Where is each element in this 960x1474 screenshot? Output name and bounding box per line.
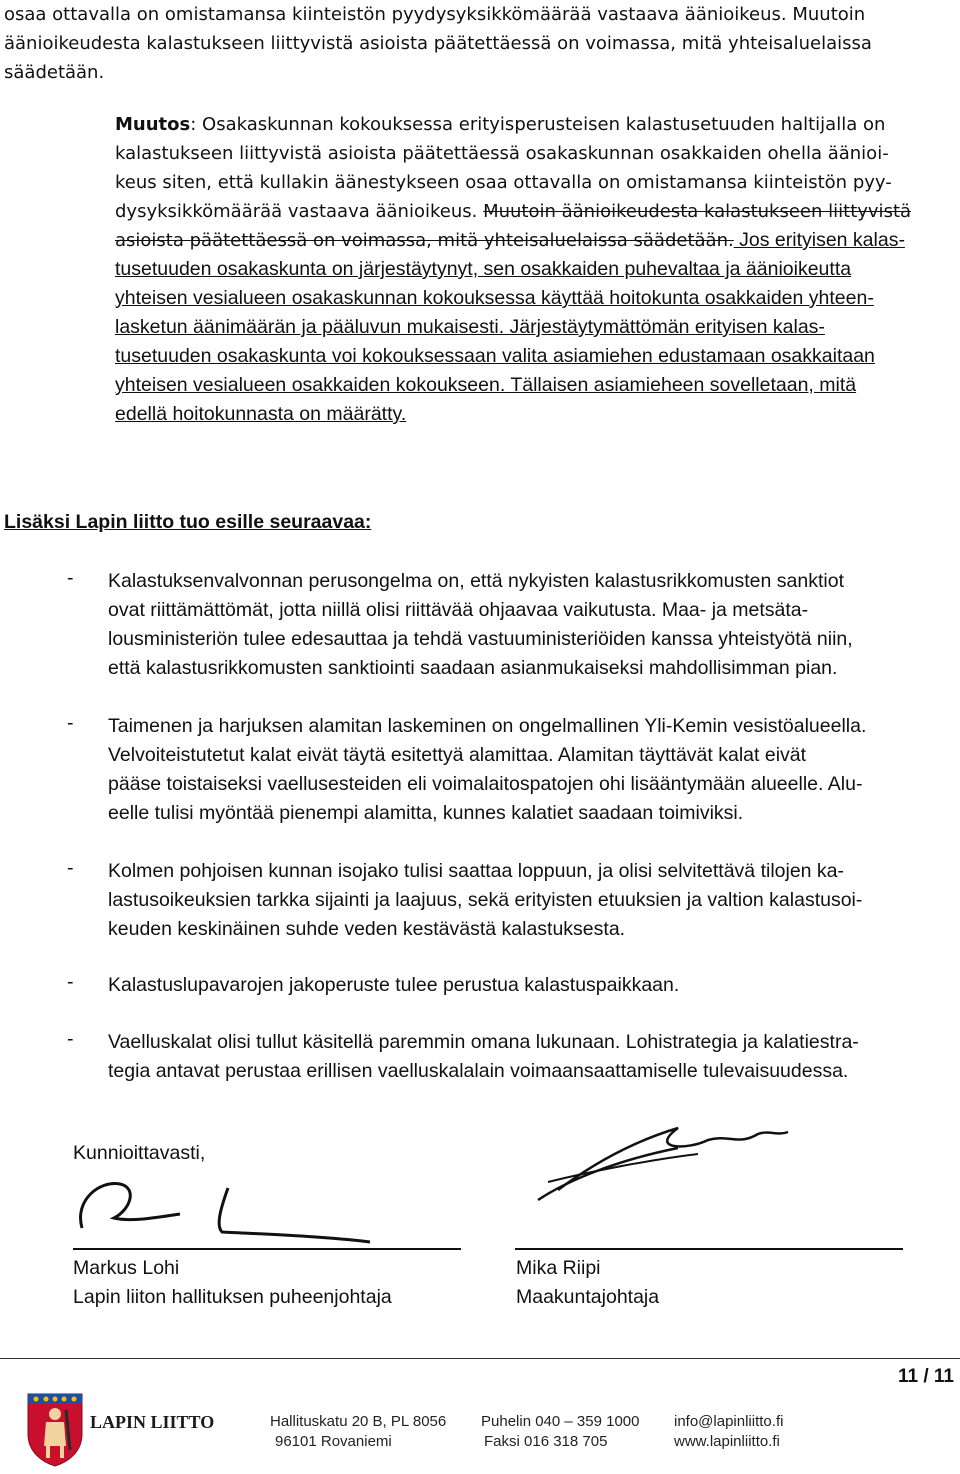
muutos-line	[115, 110, 885, 139]
inserted-line: lasketun äänimäärän ja pääluvun mukaisesti. Järjestäytymättömän erityisen kalas-	[115, 316, 825, 338]
text-span: dysyksikkömäärää vastaava äänioikeus.	[115, 201, 484, 222]
footer-postcode: 96101 Rovaniemi	[275, 1433, 392, 1450]
bullet-line: Kalastuksenvalvonnan perusongelma on, että nykyisten kalastusrikkomusten sanktiot	[108, 570, 844, 592]
bullet-dash: -	[67, 712, 74, 734]
bullet-line: Vaelluskalat olisi tullut käsitellä paremmin omana lukunaan. Lohistrategia ja kalatiestra-	[108, 1031, 859, 1053]
bullet-line: lousministeriön tulee edesauttaa ja tehdä vastuuministeriöiden kanssa yhteistyötä niin,	[108, 628, 853, 650]
inserted-text: Jos erityisen kalas-	[733, 229, 905, 251]
closing: Kunnioittavasti,	[73, 1142, 206, 1164]
inserted-line: yhteisen vesialueen osakaskunnan kokouksessa käyttää hoitokunta osakkaiden yhteen-	[115, 287, 874, 309]
lapland-coat-of-arms-icon	[24, 1388, 86, 1468]
section-heading: Lisäksi Lapin liitto tuo esille seuraavaa:	[4, 511, 372, 533]
bullet-line: Taimenen ja harjuksen alamitan laskeminen on ongelmallinen Yli-Kemin vesistöalueella.	[108, 715, 867, 737]
signer-title: Lapin liiton hallituksen puheenjohtaja	[73, 1286, 392, 1308]
text-span: : Osakaskunnan kokouksessa erityisperusteisen kalastusetuuden haltijalla on	[190, 114, 886, 135]
bullet-line: ovat riittämättömät, jotta niillä olisi riittävää ohjaavaa vaikutusta. Maa- ja metsäta-	[108, 599, 809, 621]
footer-address: Hallituskatu 20 B, PL 8056	[270, 1413, 447, 1430]
bullet-line: lastusoikeuksien tarkka sijainti ja laajuus, sekä erityisten etuuksien ja valtion kalastusoi-	[108, 889, 863, 911]
bullet-line: Kalastuslupavarojen jakoperuste tulee perustua kalastuspaikkaan.	[108, 974, 680, 996]
signature-mika-riipi	[528, 1120, 808, 1210]
bullet-dash: -	[67, 1028, 74, 1050]
text-line: äänioikeudesta kalastukseen liittyvistä asioista päätettäessä on voimassa, mitä yhteisaluelaissa	[4, 33, 872, 54]
inserted-line: yhteisen vesialueen osakkaiden kokoukseen. Tällaisen asiamieheen sovelletaan, mitä	[115, 374, 857, 396]
text-line: osaa ottavalla on omistamansa kiinteistön pyydysyksikkömäärää vastaava äänioikeus. Muutoin	[4, 4, 866, 25]
muutos-line: kalastukseen liittyvistä asioista päätettäessä osakaskunnan osakkaiden ohella äänioi-	[115, 143, 889, 164]
bullet-line: Velvoiteistutetut kalat eivät täytä esitettyä alamittaa. Alamitan täyttävät kalat eivät	[108, 744, 807, 766]
signer-name: Mika Riipi	[516, 1257, 601, 1279]
bullet-line: Kolmen pohjoisen kunnan isojako tulisi saattaa loppuun, ja olisi selvitettävä tilojen ka-	[108, 860, 845, 882]
bullet-line: tegia antavat perustaa erillisen vaelluskalalain voimaansaattamiselle tulevaisuudessa.	[108, 1060, 849, 1082]
muutos-label: Muutos	[115, 114, 191, 135]
muutos-line	[115, 197, 911, 226]
signature-markus-lohi	[70, 1170, 390, 1250]
signer-name: Markus Lohi	[73, 1257, 180, 1279]
bullet-line: eelle tulisi myöntää pienempi alamitta, kunnes kalatiet saadaan toimiviksi.	[108, 802, 744, 824]
page-number: 11 / 11	[897, 1366, 954, 1387]
inserted-line: tusetuuden osakaskunta on järjestäytynyt, sen osakkaiden puhevaltaa ja äänioikeutta	[115, 258, 852, 280]
inserted-line: tusetuuden osakaskunta voi kokouksessaan valita asiamiehen edustamaan osakkaitaan	[115, 345, 875, 367]
text-line: säädetään.	[4, 62, 105, 83]
bullet-line: keuden keskinäinen suhde veden kestävästä kalastuksesta.	[108, 918, 626, 940]
deleted-text: asioista päätettäessä on voimassa, mitä yhteisaluelaissa säädetään.	[115, 230, 734, 251]
footer-phone: Puhelin 040 – 359 1000	[481, 1413, 640, 1430]
bullet-dash: -	[67, 971, 74, 993]
deleted-text: Muutoin äänioikeudesta kalastukseen liittyvistä	[483, 201, 912, 222]
bullet-line: pääse toistaiseksi vaellusesteiden eli voimalaitospatojen ohi lisääntymään alueelle. Alu-	[108, 773, 863, 795]
inserted-line: edellä hoitokunnasta on määrätty.	[115, 403, 407, 425]
footer-divider	[0, 1358, 960, 1359]
muutos-line: keus siten, että kullakin äänestykseen osaa ottavalla on omistamansa kiinteistön pyy-	[115, 172, 892, 193]
signature-line	[73, 1248, 461, 1250]
footer-email[interactable]: info@lapinliitto.fi	[674, 1413, 784, 1430]
bullet-dash: -	[67, 567, 74, 589]
signature-line	[515, 1248, 903, 1250]
footer-org-name: LAPIN LIITTO	[90, 1412, 215, 1432]
signer-title: Maakuntajohtaja	[516, 1286, 660, 1308]
muutos-line	[115, 226, 905, 255]
footer-fax: Faksi 016 318 705	[484, 1433, 608, 1450]
bullet-line: että kalastusrikkomusten sanktiointi saadaan asianmukaiseksi mahdollisimman pian.	[108, 657, 838, 679]
footer-website[interactable]: www.lapinliitto.fi	[674, 1433, 780, 1450]
bullet-dash: -	[67, 857, 74, 879]
